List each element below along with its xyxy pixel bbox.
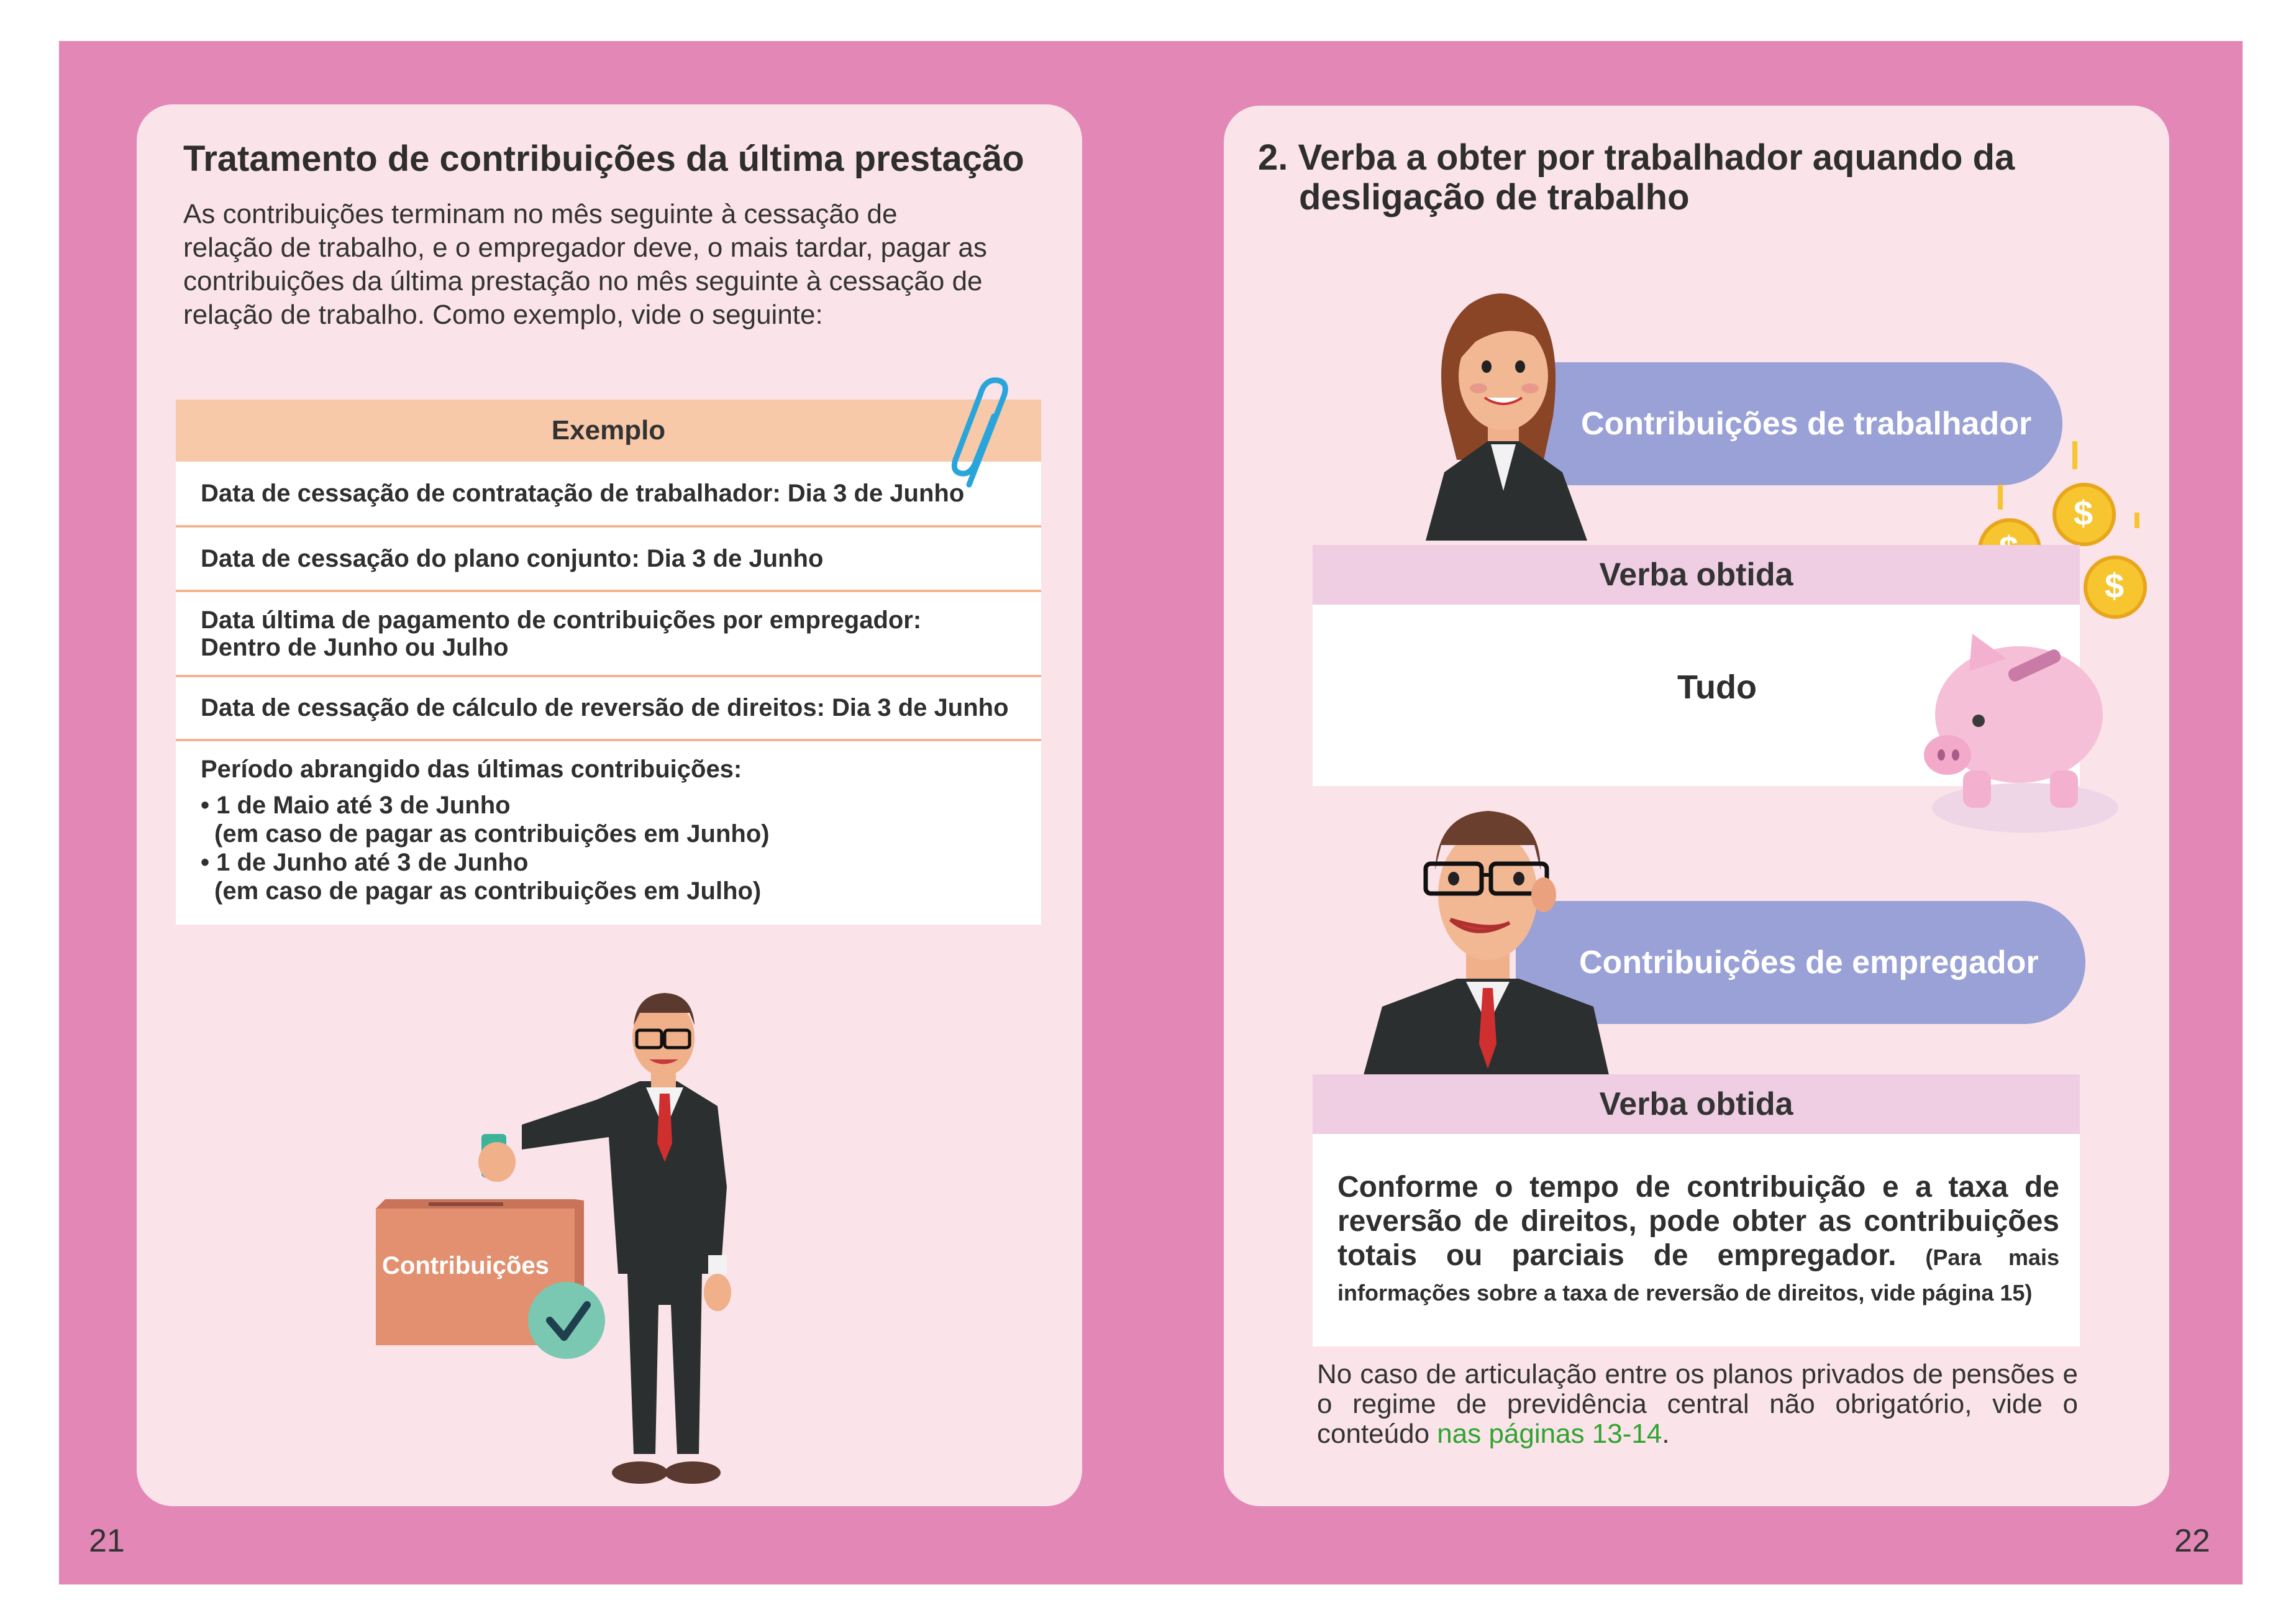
coin-symbol: $ <box>2074 493 2093 533</box>
employer-contribution-explanation <box>1337 1170 2059 1309</box>
intro-paragraph <box>183 198 1016 332</box>
intro-line: relação de trabalho. Como exemplo, vide o seguinte: <box>183 299 823 330</box>
woman-illustration <box>1419 286 1643 541</box>
ballot-box-label: Contribuições <box>382 1252 549 1279</box>
title-line: desligação de trabalho <box>1299 177 1690 217</box>
page-number-right: 22 <box>2174 1523 2210 1559</box>
title-line: 2. Verba a obter por trabalhador aquando da <box>1258 137 2015 178</box>
verba-obtida-header: Verba obtida <box>1313 1074 2080 1134</box>
explanation-footnote: (Para mais informações sobre a taxa de reversão de direitos, vide página 15) <box>1337 1245 2060 1305</box>
note-text: No caso de articulação entre os planos privados de pensões e o regime de previdência central não obrigatório, vide o conteúdo <box>1317 1359 2078 1449</box>
right-page-title <box>1258 138 2015 217</box>
tudo-value: Tudo <box>1677 669 1757 706</box>
paperclip-icon <box>944 379 1013 491</box>
pill-label: Contribuições de trabalhador <box>1581 406 2032 442</box>
period-title: Período abrangido das últimas contribuições: <box>201 756 742 783</box>
example-row-text: Dentro de Junho ou Julho <box>201 633 509 661</box>
left-page-title: Tratamento de contribuições da última prestação <box>183 139 1024 179</box>
example-row-text: Data de cessação de contratação de trabalhador: Dia 3 de Junho <box>201 479 965 507</box>
intro-line: relação de trabalho, e o empregador deve, o mais tardar, pagar as <box>183 232 987 263</box>
example-row <box>176 462 1041 528</box>
period-line: • 1 de Maio até 3 de Junho <box>201 792 511 819</box>
pill-label: Contribuições de empregador <box>1579 944 2039 981</box>
period-line: (em caso de pagar as contribuições em Julho) <box>214 877 762 905</box>
verba-obtida-header: Verba obtida <box>1313 545 2080 605</box>
businessman-ballot-illustration <box>373 982 777 1491</box>
example-period-cell <box>176 741 1041 925</box>
example-row-text: Data última de pagamento de contribuições por empregador: <box>201 606 922 634</box>
articulation-note <box>1317 1360 2078 1449</box>
period-line: (em caso de pagar as contribuições em Junho) <box>214 820 770 848</box>
explanation-text: Conforme o tempo de contribuição e a taxa de reversão de direitos, pode obter as contribuições totais ou parciais de empregador. <box>1337 1171 2059 1272</box>
note-end: . <box>1662 1419 1670 1449</box>
example-row-text: Data de cessação do plano conjunto: Dia 3 de Junho <box>201 544 824 572</box>
piggy-bank-icon <box>1913 621 2118 845</box>
coin-symbol: $ <box>2105 566 2125 605</box>
example-row <box>176 677 1041 741</box>
intro-line: contribuições da última prestação no mês seguinte à cessação de <box>183 266 983 296</box>
example-row <box>176 528 1041 592</box>
example-row <box>176 592 1041 677</box>
pages-reference-link[interactable]: nas páginas 13-14 <box>1437 1419 1662 1449</box>
period-line: • 1 de Junho até 3 de Junho <box>201 849 529 876</box>
example-row-text: Data de cessação de cálculo de reversão de direitos: Dia 3 de Junho <box>201 694 1009 721</box>
businessman-illustration <box>1364 802 1624 1075</box>
intro-line: As contribuições terminam no mês seguinte à cessação de <box>183 199 898 229</box>
page-number-left: 21 <box>89 1523 125 1559</box>
example-header: Exemplo <box>176 400 1041 464</box>
